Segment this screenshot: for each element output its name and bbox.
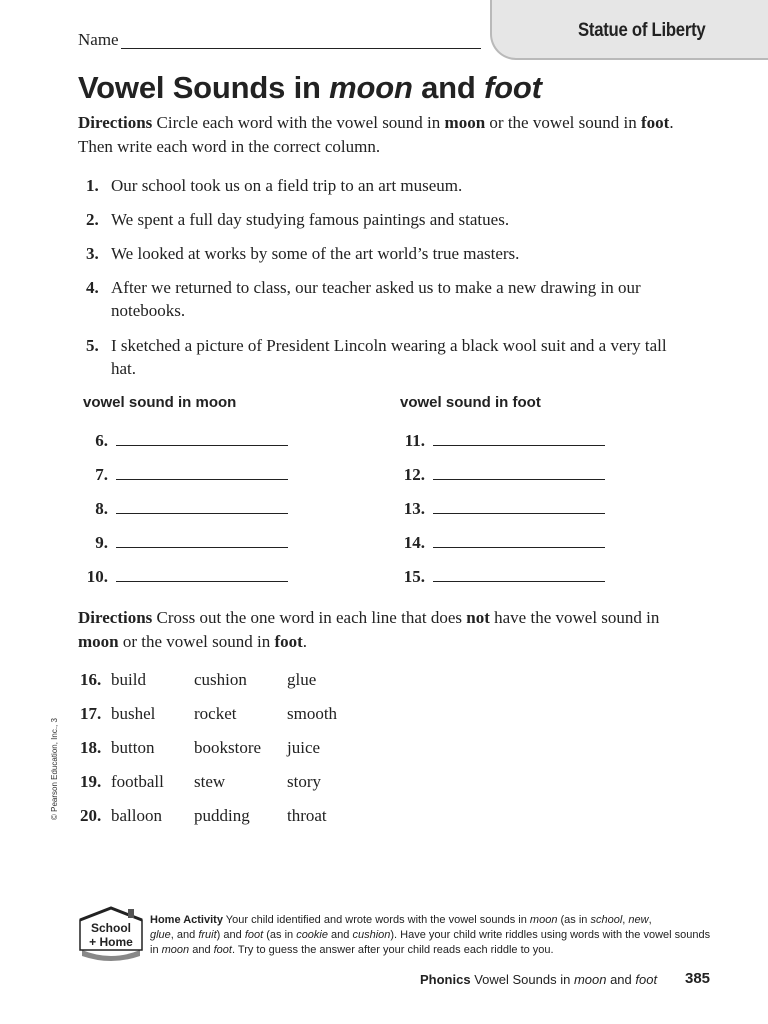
title-text: Vowel Sounds in: [78, 70, 330, 105]
answer-number: 7.: [95, 465, 108, 484]
directions-1: [78, 111, 728, 159]
word[interactable]: glue: [287, 670, 317, 689]
row-number: 19.: [80, 772, 102, 791]
title-foot: foot: [484, 70, 542, 105]
answer-blank[interactable]: [78, 431, 288, 451]
ha-text: , and: [170, 929, 199, 941]
ha-italic: cushion: [352, 929, 391, 941]
sentence-text[interactable]: Our school took us on a field trip to an art museum.: [111, 176, 463, 195]
word-row-19: [80, 772, 321, 792]
word[interactable]: juice: [287, 738, 321, 757]
ha-text: and: [327, 929, 353, 941]
ha-text: ) and: [216, 929, 245, 941]
row-number: 20.: [80, 806, 102, 825]
word[interactable]: balloon: [111, 806, 162, 825]
ha-italic: new: [628, 914, 649, 926]
answer-number: 11.: [404, 431, 425, 450]
answer-number: 13.: [403, 499, 425, 518]
directions-moon: moon: [78, 632, 119, 651]
sentence-number: 1.: [86, 176, 99, 195]
answer-line[interactable]: [433, 533, 605, 548]
footer-text: Vowel Sounds in: [470, 972, 574, 987]
word-row-16: [80, 670, 317, 690]
sentence-number: 3.: [86, 244, 99, 263]
answer-number: 8.: [95, 499, 108, 518]
ha-text: and: [189, 944, 214, 956]
answer-blank[interactable]: [395, 465, 605, 485]
answer-line[interactable]: [116, 567, 288, 582]
answer-blank[interactable]: [395, 567, 605, 587]
ha-text: Your child identified and wrote words with the vowel sounds in: [222, 914, 530, 926]
directions-text: Circle each word with the vowel sound in: [152, 113, 445, 132]
answer-blank[interactable]: [78, 499, 288, 519]
word[interactable]: bookstore: [194, 738, 262, 757]
word[interactable]: pudding: [194, 806, 250, 825]
sentence-number: 2.: [86, 210, 99, 229]
sentence-5: [86, 334, 686, 380]
word[interactable]: smooth: [287, 704, 338, 723]
sentence-text[interactable]: After we returned to class, our teacher asked us to make a new drawing in our notebooks.: [111, 278, 641, 320]
ha-text: ). Have your child write riddles using words with the vowel sounds in: [150, 929, 711, 956]
foot-column-header: vowel sound in foot: [400, 394, 541, 411]
answer-number: 10.: [86, 567, 108, 586]
answer-line[interactable]: [433, 499, 605, 514]
word[interactable]: throat: [287, 806, 327, 825]
moon-column-header: vowel sound in moon: [83, 394, 237, 411]
footer-text: and: [606, 972, 636, 987]
answer-blank[interactable]: [78, 567, 288, 587]
answer-line[interactable]: [116, 465, 288, 480]
answer-blank[interactable]: [78, 533, 288, 553]
answer-blank[interactable]: [395, 533, 605, 553]
answer-line[interactable]: [433, 431, 605, 446]
ha-italic: glue: [150, 929, 171, 941]
directions-label: Directions: [78, 608, 153, 627]
answer-number: 12.: [403, 465, 425, 484]
sentence-number: 4.: [86, 278, 99, 297]
word-row-18: [80, 738, 321, 758]
answer-number: 6.: [95, 431, 108, 450]
answer-number: 9.: [95, 533, 108, 552]
ha-italic: cookie: [296, 929, 328, 941]
answer-line[interactable]: [116, 533, 288, 548]
page-number: 385: [685, 970, 711, 987]
school-home-logo-icon: [76, 906, 146, 964]
directions-label: Directions: [78, 113, 153, 132]
row-number: 16.: [80, 670, 102, 689]
logo-home-text: + Home: [89, 935, 133, 949]
directions-2: [78, 606, 728, 654]
home-activity-label: Home Activity: [150, 914, 223, 926]
ha-text: (as in: [263, 929, 297, 941]
row-number: 18.: [80, 738, 102, 757]
sentence-4: [86, 276, 686, 322]
ha-italic: foot: [213, 944, 232, 956]
ha-italic: moon: [529, 914, 558, 926]
answer-line[interactable]: [433, 465, 605, 480]
word[interactable]: football: [111, 772, 164, 791]
title-and: and: [412, 70, 485, 105]
row-number: 17.: [80, 704, 102, 723]
sentence-2: [86, 208, 686, 231]
word[interactable]: story: [287, 772, 321, 791]
ha-italic: fruit: [198, 929, 217, 941]
sentence-text[interactable]: We spent a full day studying famous paintings and statues.: [111, 210, 510, 229]
answer-number: 14.: [403, 533, 425, 552]
ha-text: . Try to guess the answer after your child reads each riddle to you.: [231, 944, 554, 956]
sentence-text[interactable]: I sketched a picture of President Lincoln wearing a black wool suit and a very tall hat.: [111, 336, 667, 378]
word-row-20: [80, 806, 327, 826]
answer-blank[interactable]: [395, 431, 605, 451]
answer-line[interactable]: [433, 567, 605, 582]
ha-italic: foot: [244, 929, 264, 941]
directions-text: Cross out the one word in each line that does: [152, 608, 467, 627]
home-activity-text: [150, 913, 715, 958]
directions-moon: moon: [444, 113, 486, 132]
name-label: Name: [78, 30, 119, 49]
word[interactable]: button: [111, 738, 155, 757]
directions-foot: foot: [274, 632, 303, 651]
ha-text: ,: [648, 914, 652, 926]
directions-text: have the vowel sound in: [489, 608, 660, 627]
directions-foot: foot: [641, 113, 670, 132]
story-title: Statue of Liberty: [578, 20, 706, 41]
ha-italic: moon: [161, 944, 190, 956]
directions-text: .: [302, 632, 308, 651]
name-field[interactable]: [121, 48, 481, 49]
ha-text: ,: [622, 914, 629, 926]
footer-label: [420, 972, 657, 987]
word[interactable]: bushel: [111, 704, 156, 723]
page-title: [78, 70, 542, 106]
directions-not: not: [466, 608, 490, 627]
directions-text: Then write each word in the correct column.: [78, 137, 381, 156]
ha-text: (as in: [557, 914, 591, 926]
footer-phonics: Phonics: [420, 972, 471, 987]
answer-line[interactable]: [116, 499, 288, 514]
title-moon: moon: [329, 70, 413, 105]
word[interactable]: cushion: [194, 670, 247, 689]
directions-text: .: [669, 113, 674, 132]
sentence-text[interactable]: We looked at works by some of the art world’s true masters.: [111, 244, 520, 263]
logo-school-text: School: [90, 921, 132, 935]
word[interactable]: rocket: [194, 704, 237, 723]
sentence-1: [86, 174, 686, 197]
sentence-number: 5.: [86, 336, 99, 355]
directions-text: or the vowel sound in: [118, 632, 275, 651]
answer-blank[interactable]: [78, 465, 288, 485]
sentence-3: [86, 242, 686, 265]
answer-line[interactable]: [116, 431, 288, 446]
copyright-notice: © Pearson Education, Inc., 3: [50, 718, 59, 820]
word-row-17: [80, 704, 338, 724]
word[interactable]: stew: [194, 772, 226, 791]
footer-italic: foot: [635, 972, 658, 987]
footer-italic: moon: [573, 972, 607, 987]
directions-text: or the vowel sound in: [485, 113, 641, 132]
answer-blank[interactable]: [395, 499, 605, 519]
ha-italic: school: [590, 914, 623, 926]
word[interactable]: build: [111, 670, 146, 689]
answer-number: 15.: [403, 567, 425, 586]
